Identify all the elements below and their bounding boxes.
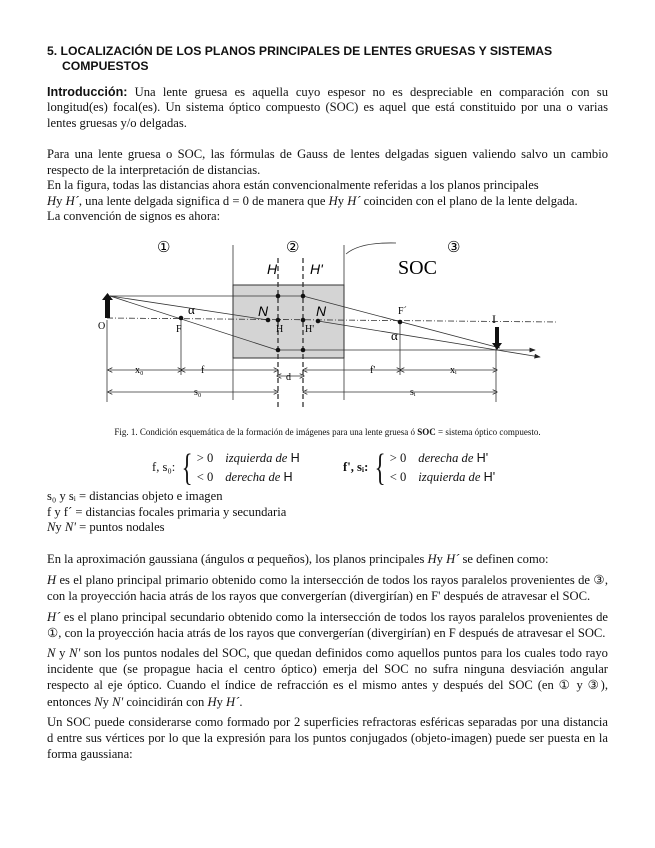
thick-lens-diagram xyxy=(90,230,560,420)
paragraph: H´ es el plano principal secundario obtenido como la intersección de todos los rayos paralelos provenientes de ①, con la proyección hacia atrás de los rayos que convergerían (divergirían) en F después de atravesar el SOC. xyxy=(47,609,608,640)
sign-convention-left: f, s₀: { > 0 izquierda de H < 0 derecha de H xyxy=(152,447,300,489)
alpha-label: α xyxy=(391,328,398,343)
nodal-N-label: N xyxy=(258,303,269,319)
alpha-label: α xyxy=(188,302,195,317)
plane-Hp-label: H' xyxy=(310,261,323,277)
fp-label: f' xyxy=(370,365,376,376)
sign-convention-right: f', sᵢ: { > 0 derecha de H' < 0 izquierda de H' xyxy=(343,447,496,489)
definitions xyxy=(47,489,608,536)
f-label: f xyxy=(201,365,205,376)
paragraph: H es el plano principal primario obtenido como la intersección de todos los rayos paralelos provenientes de ③, con la proyección hacia atrás de los rayos que convergerían (divergirían) en F' después de atravesar el SOC. xyxy=(47,573,608,604)
label-Fp: F´ xyxy=(398,306,407,317)
region-1-label: ① xyxy=(157,240,171,256)
soc-label: SOC xyxy=(398,257,437,279)
so-label: s₀ xyxy=(194,387,202,398)
xo-label: x₀ xyxy=(135,365,144,376)
plane-H-label: H xyxy=(267,261,278,277)
paragraph: Un SOC puede considerarse como formado por 2 superficies refractoras esféricas separadas por una distancia d entre sus vértices por lo que la expresión para los puntos conjugados (objeto-imagen) puede ser puesta en la forma gaussiana: xyxy=(47,714,608,762)
definition: Ny N' = puntos nodales xyxy=(47,520,165,534)
figure-caption: Fig. 1. Condición esquemática de la formación de imágenes para una lente gruesa ó SOC = sistema óptico compuesto. xyxy=(114,427,541,437)
label-Hp-point: H' xyxy=(305,324,315,335)
image-arrow xyxy=(495,327,499,345)
label-F: F xyxy=(176,324,182,335)
xi-label: xᵢ xyxy=(450,365,457,376)
object-arrow xyxy=(105,300,110,318)
definition: f y f´ = distancias focales primaria y secundaria xyxy=(47,504,287,519)
text: La convención de signos es ahora: xyxy=(47,209,221,223)
intro-label: Introducción: xyxy=(47,84,128,99)
text: Para una lente gruesa o SOC, las fórmulas de Gauss de lentes delgadas siguen valiendo salvo un cambio respecto de la interpretación de distancias. xyxy=(47,147,608,177)
section-title xyxy=(47,44,608,74)
nodal-Np-label: N xyxy=(316,303,327,319)
text: Hy H´, una lente delgada significa d = 0 de manera que Hy H´ coinciden con el plano de la lente delgada. xyxy=(47,193,578,208)
principal-planes-text xyxy=(47,551,608,762)
label-O: O xyxy=(98,321,106,332)
region-2-label: ② xyxy=(286,240,300,256)
paragraph: N y N' son los puntos nodales del SOC, que quedan definidos como aquellos puntos para los cuales todo rayo incidente que (se propague hacia el centro óptico) emerja del SOC no sufra ninguna desviación angular respecto al eje óptico. Cuando el índice de refracción es el mismo antes y después del SOC (en ① y ③), entonces Ny N' coincidirán con Hy H´. xyxy=(47,646,608,709)
title-line: 5. LOCALIZACIÓN DE LOS PLANOS PRINCIPALES DE LENTES GRUESAS Y SISTEMAS xyxy=(47,44,553,58)
intro-text: Una lente gruesa es aquella cuyo espesor no es despreciable en comparación con su longitud(es) focal(es). Un sistema óptico compuesto (SOC) es aquel que está constituido por una o varias lentes gruesas y/o delgadas. xyxy=(47,84,608,130)
paragraph-convention xyxy=(47,147,608,225)
label-I: I xyxy=(492,312,496,326)
label-H-point: H xyxy=(276,324,284,335)
si-label: sᵢ xyxy=(410,387,416,398)
paragraph: En la aproximación gaussiana (ángulos α pequeños), los planos principales Hy H´ se definen como: xyxy=(47,552,549,566)
title-line: COMPUESTOS xyxy=(62,59,149,73)
intro-paragraph xyxy=(47,85,608,132)
text: En la figura, todas las distancias ahora están convencionalmente referidas a los planos principales xyxy=(47,178,539,192)
region-3-label: ③ xyxy=(447,240,461,256)
d-label: d xyxy=(286,372,291,383)
definition: s₀ y sᵢ = distancias objeto e imagen xyxy=(47,489,223,503)
